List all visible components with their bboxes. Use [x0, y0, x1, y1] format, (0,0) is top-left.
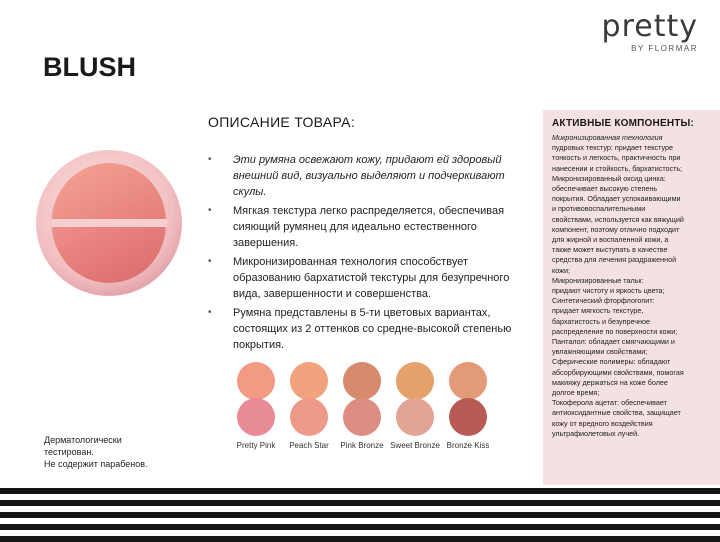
swatch-pink-bronze-top: [343, 362, 381, 400]
swatch-pretty-pink-top: [237, 362, 275, 400]
compact-divider: [51, 219, 167, 227]
description-list: [208, 152, 538, 356]
active-components-text: Микронизированная технология пудровых текстур: придает текстуре тонкость и легкость, практичность при нанесении и стойкость, бархатистость; Микронизированный оксид цинка: обеспечивает высокую степень покрытия. Обладает успокаивающими и противовоспалительными свойствами, используется как вяжущий компонент, поэтому отлично подходит для жирной и воспаленной кожи, а также может выступать в качестве средства для лечения раздраженной кожи; Микронизированные тальк: придают чистоту и яркость цвета; Синтетический фторфлогопит: придает мягкость текстуре, бархатистость и безупречное распределение по поверхности кожи; Панталол: обладает смягчающими и увлажняющими свойствами; Сферические полимеры: обладают абсорбирующими свойствами, помогая макияжу держаться на коже более долгое время; Токоферола ацетат: обеспечивает антиоксидантные свойства, защищает кожу от вредного воздействия ультрафиолетовых лучей.: [552, 133, 684, 438]
swatch-peach-star-bottom: [290, 398, 328, 436]
description-heading: ОПИСАНИЕ ТОВАРА:: [208, 114, 356, 130]
page-title: BLUSH: [43, 52, 136, 82]
swatch-label: Peach Star: [289, 441, 329, 450]
swatch-sweet-bronze-top: [396, 362, 434, 400]
stripe: [0, 512, 720, 518]
swatch-peach-star-top: [290, 362, 328, 400]
brand-logo: [601, 9, 698, 53]
brand-name: pretty: [601, 9, 698, 44]
blush-compact-image: [34, 148, 184, 298]
shade-swatches: [226, 360, 516, 470]
swatch-pink-bronze-bottom: [343, 398, 381, 436]
swatch-bronze-kiss-top: [449, 362, 487, 400]
swatch-label: Sweet Bronze: [390, 441, 440, 450]
description-item: • Эти румяна освежают кожу, придают ей здоровый внешний вид, визуально выделяют и подчеркивают скулы.: [208, 154, 505, 198]
stripe: [0, 524, 720, 530]
swatch-bronze-kiss-bottom: [449, 398, 487, 436]
swatch-label: Pink Bronze: [340, 441, 384, 450]
description-item: • Мягкая текстура легко распределяется, обеспечивая сияющий румянец для идеально естественного завершения.: [208, 205, 505, 249]
description-item: • Микронизированная технология способствует образованию бархатистой текстуры для безупречного вида, завершенности и совершенства.: [208, 256, 510, 300]
swatch-pretty-pink-bottom: [237, 398, 275, 436]
active-components-heading: АКТИВНЫЕ КОМПОНЕНТЫ:: [552, 118, 695, 129]
active-components-panel: [543, 110, 720, 485]
swatch-label: Bronze Kiss: [446, 441, 490, 450]
decorative-stripes: [0, 486, 720, 540]
brand-subtitle: BY FLORMAR: [631, 44, 698, 53]
stripe: [0, 488, 720, 494]
stripe: [0, 536, 720, 542]
swatch-label: Pretty Pink: [236, 441, 276, 450]
dermatology-note: Дерматологически тестирован. Не содержит парабенов.: [44, 435, 148, 469]
description-item: • Румяна представлены в 5-ти цветовых вариантах, состоящих из 2 оттенков со средне-высокой степенью покрытия.: [208, 307, 512, 351]
swatch-sweet-bronze-bottom: [396, 398, 434, 436]
stripe: [0, 500, 720, 506]
